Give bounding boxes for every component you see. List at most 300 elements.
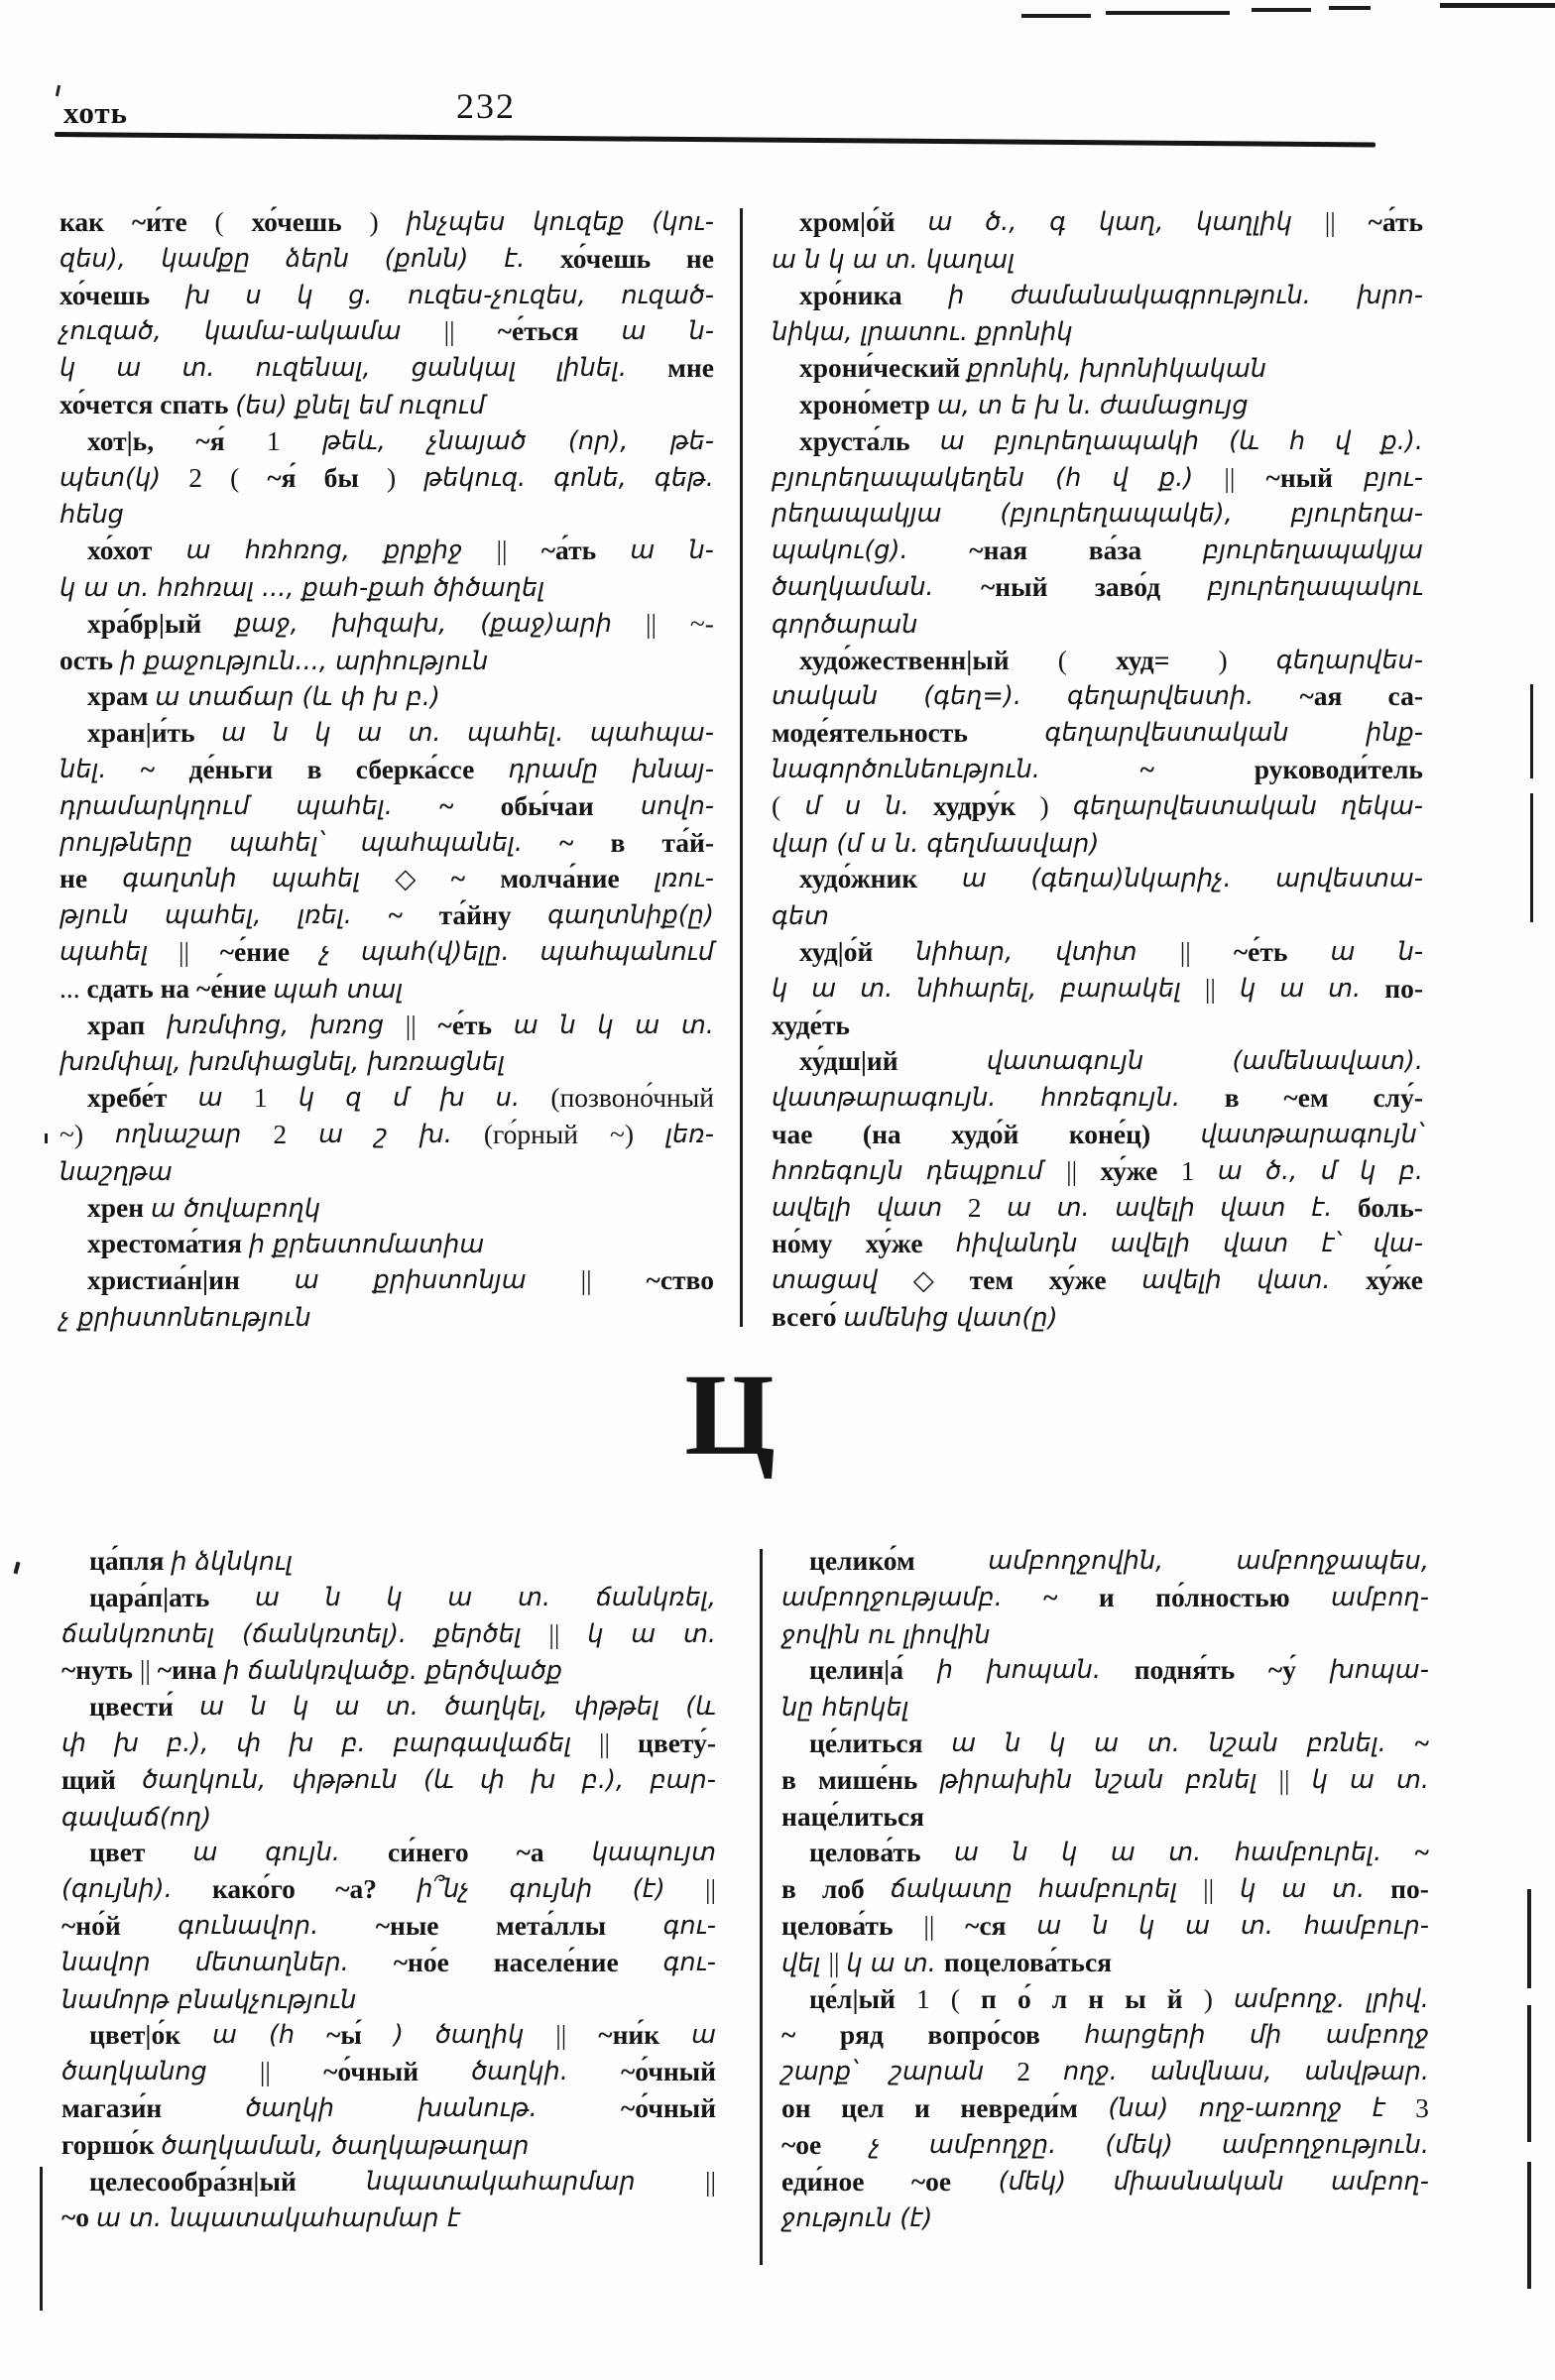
text-word: ~е́ние [219,935,291,967]
dictionary-line [61,1799,716,1836]
text-word: քրքիջ [384,536,463,566]
text-word: и [914,2091,930,2123]
dictionary-line [772,1008,1423,1044]
dictionary-line [772,387,1423,423]
text-word: թյուն [60,900,129,931]
text-word: ց. [348,280,373,310]
text-word: ծաղկանոց [61,2057,207,2087]
text-word: թիրախին [939,1764,1073,1795]
text-word: в [1224,1082,1240,1114]
text-word: ~ем [1283,1082,1329,1114]
text-word: ~ [388,899,403,931]
text-word: (го́рный [483,1118,578,1149]
text-word: ա [197,1083,223,1114]
text-word: թեկուզ. [423,462,527,493]
text-word: в [610,826,626,858]
text-word: վատ [1220,1192,1286,1223]
text-word: կապույտ [591,1838,716,1868]
text-word: ~ный [980,570,1048,602]
text-word: խռմփոց, [167,1010,290,1040]
text-word: ա [1279,973,1305,1004]
text-word: ի [936,1655,953,1686]
text-word: բյու- [1364,462,1423,493]
text-word: ( [230,461,240,493]
text-word: ~у́ [1267,1654,1296,1686]
text-word: 1 [915,1982,930,2014]
dictionary-line [772,1080,1423,1117]
text-word: գու- [662,1947,716,1977]
text-word: տ. [1056,1192,1090,1223]
text-word: (на [862,1118,901,1149]
text-word: նշան [1094,1764,1164,1795]
text-word: хро́ника [799,279,902,310]
text-word: || [1203,1873,1215,1905]
text-word: худо́жественн|ый [799,644,1010,675]
text-word: (է) [632,1874,665,1905]
text-word: ) [1039,789,1049,821]
text-word: ва́за [1088,535,1142,566]
text-word: ա [939,425,965,456]
text-word: ա [1185,1910,1211,1941]
text-word: խ. [419,1119,452,1149]
text-segment: կ ա տ. [846,1948,944,1978]
dictionary-line [61,1762,716,1799]
text-word: ~) [60,1118,84,1149]
text-word: ա [631,1618,657,1649]
text-word: ~но́й [61,1909,121,1941]
text-word: || [496,535,508,566]
text-word: ) [1218,644,1228,675]
text-word: ~ое [781,2128,822,2160]
text-word: տացավ [772,1265,879,1296]
text-word: խնայ- [632,754,714,784]
dictionary-line [60,241,714,278]
text-word: չ [319,936,331,967]
text-word: վա- [1373,1229,1423,1259]
text-segment: քրոնիկ, խրոնիկական [967,354,1266,385]
text-word: պակու(ց). [772,536,908,566]
text-word: լռել. [298,900,352,931]
text-word: ~о́чный [323,2056,419,2087]
dictionary-line [61,2017,716,2054]
text-word: ~- [689,607,714,639]
text-word: (կու- [652,207,714,237]
text-word: како́го [211,1873,296,1905]
text-word: շարան [890,2057,985,2087]
text-word: կ [1360,1155,1376,1186]
text-word: խռոց [310,1010,385,1040]
text-word: տ. [385,1692,419,1723]
text-segment: վար (մ ս ն. գեղմասվար) [772,828,1100,859]
text-word: ~ы́ [326,2019,362,2051]
dictionary-line [60,1117,714,1153]
text-word: ~ся [965,1909,1007,1941]
text-word: (և [1229,425,1259,456]
text-word: պահպանել. [360,827,523,858]
text-word: ա [116,353,142,384]
text-segment: (ես) քնել եմ ուզում [235,390,486,420]
text-word: хот|ь, [87,424,155,456]
text-segment: ի քրեստոմատիա [248,1230,485,1260]
dictionary-line [60,569,714,606]
text-word: կ [1240,1874,1256,1905]
text-segment: всего́ [772,1300,844,1332]
text-word: й [1166,1982,1183,2014]
text-word: բռնել [1185,1764,1257,1795]
text-segment: ա, տ ե խ ն. ժամացույց [936,390,1249,420]
dictionary-line [61,1835,716,1871]
text-word: ն [1005,1727,1021,1758]
text-word: ~е́ть [1233,935,1288,967]
dictionary-column-bottom-left [61,1543,716,2236]
text-word: գոնե, [553,462,627,493]
text-segment: ца́пля [89,1545,172,1576]
text-word: ղեկա- [1341,790,1423,821]
header-rule [55,132,1376,147]
text-word: լրիվ. [1366,1983,1429,2014]
text-word: խ [113,1727,139,1758]
text-word: կ [386,1582,403,1612]
text-word: ողջ-առողջ [1198,2092,1343,2123]
dictionary-line [772,533,1423,569]
text-word: լեռ- [664,1119,714,1149]
text-word: ամբողջովին, [988,1546,1164,1576]
text-word: ~а́ть [540,535,597,566]
text-word: գեթ. [654,462,714,493]
text-word: щий [61,1763,116,1795]
text-word: ա [1217,1155,1243,1186]
dictionary-line [61,1981,716,2018]
text-word: худо́й [951,1118,1019,1149]
dictionary-line [60,350,714,387]
text-segment: ծաղկաման, ծաղկաթաղար [161,2130,530,2161]
text-word: ~ая [1299,680,1343,712]
text-word: худ= [1116,644,1170,675]
text-word: цара́п|ать [89,1581,210,1612]
text-word: համբուրել. [1234,1838,1382,1868]
text-word: хруста́ль [799,424,910,456]
text-word: քաջ, [235,608,299,639]
text-word: (позвоно́чный [550,1082,714,1114]
text-segment: хо́чется спать [60,388,236,419]
dictionary-line [60,204,714,241]
text-segment: ~ина [157,1654,224,1686]
dictionary-line [781,1652,1429,1689]
dictionary-line [60,278,714,314]
text-word: в [781,1873,796,1905]
text-word: կ [772,973,788,1004]
text-word: ճակատը [890,1874,1013,1905]
text-word: ряд [839,2019,884,2051]
text-word: անվթար. [1304,2057,1429,2087]
dictionary-line [772,460,1423,497]
text-word: պահպա- [589,718,714,749]
text-word: хо́чешь [60,279,151,310]
text-word: ա [1281,1874,1307,1905]
dictionary-line [781,2090,1429,2127]
text-word: ◇ [912,1264,934,1296]
text-word: хра́бр|ый [87,607,202,639]
text-word: կ [587,1618,604,1649]
text-word: ~) [609,1118,635,1149]
text-word: տ. [682,1618,716,1649]
dictionary-line [60,1226,714,1262]
text-word: կ [298,1083,315,1114]
text-word: վ [1112,462,1129,493]
text-word: целико́м [809,1545,915,1576]
text-word: վատթարագույն՝ [1200,1119,1423,1149]
text-word: ամբողջություն. [1221,2129,1429,2160]
text-word: ա [294,1265,319,1296]
text-word: чае [772,1118,813,1149]
dictionary-line [781,1908,1429,1945]
text-word: це́литься [809,1726,923,1758]
dictionary-line [781,1762,1429,1799]
dictionary-line [772,569,1423,606]
text-word: ա [1330,936,1356,967]
text-word: || [405,1009,417,1040]
text-word: ք.) [1158,462,1194,493]
text-word: տ. [1395,1764,1429,1795]
text-segment: հենց [60,500,124,531]
text-word: փ [61,1727,86,1758]
dictionary-line [781,1616,1429,1653]
text-segment: խռմփալ, խռմփացնել, խռռացնել [60,1047,505,1078]
dictionary-line [781,2127,1429,2164]
dictionary-line [772,1153,1423,1190]
text-segment: ամենից վատ(ը) [843,1302,1058,1333]
scan-artifact-edge [1527,1889,1531,1988]
text-word: ա [357,718,382,749]
text-word: շ [374,1119,388,1149]
dictionary-line [61,1580,716,1616]
section-letter-heading: Ц [684,1350,776,1480]
text-word: ~но́е [393,1946,449,1977]
text-word: նիհար, [915,936,1014,967]
dictionary-line [772,606,1423,643]
text-word: կ [1061,1838,1078,1868]
text-word: магази́н [61,2091,163,2123]
text-word: ծաղկի [245,2092,334,2123]
text-word: կաղլիկ [1196,207,1292,237]
dictionary-line [772,1190,1423,1227]
text-word: նել. [60,754,107,784]
text-word: || [1204,972,1216,1004]
text-word: ողջ. [1062,2057,1118,2087]
text-word: но́му [772,1228,833,1259]
text-word: է՝ [1321,1229,1341,1259]
text-word: ամբողջը. [928,2129,1057,2160]
dictionary-line [772,313,1423,350]
text-word: ~ое [910,2165,952,2197]
text-word: տական [772,681,879,712]
text-word: || [178,935,189,967]
text-word: ավելի [1141,1265,1222,1296]
text-word: գույն. [265,1838,340,1868]
text-word: подня́ть [1134,1654,1236,1686]
text-word: ~ство [646,1264,714,1296]
text-segment: наце́литься [781,1800,925,1832]
text-word: մ [392,1083,410,1114]
text-word: տ. [1332,1874,1366,1905]
text-word: պետ(կ) [60,462,162,493]
dictionary-line [772,752,1423,788]
text-word: 1 [253,1082,268,1114]
text-segment: պահ տալ [273,974,404,1005]
text-word: փ [236,1727,262,1758]
text-word: ~ная [969,535,1028,566]
text-word: մի [1249,2020,1282,2051]
text-word: целесообра́зн|ый [89,2165,297,2197]
dictionary-line [60,1153,714,1190]
text-word: сберка́ссе [355,753,475,784]
text-word: պահել՝ [229,827,324,858]
text-word: ~о́чный [620,2056,716,2087]
text-word: цвет [89,1837,146,1868]
dictionary-line [61,1689,716,1726]
text-word: պահ(վ)ելը. [361,936,510,967]
text-word: (մեկ) [998,2166,1067,2197]
text-word: ա [961,864,987,894]
text-segment: գավաճ(ող) [61,1802,212,1833]
text-word: си́него [387,1837,469,1868]
text-word: (գեղ=). [923,681,1021,712]
text-word: կ [314,718,331,749]
scan-artifact-dash [1329,6,1371,10]
text-word: ինչպես [406,207,506,237]
text-word: л [1051,1982,1068,2014]
dictionary-line [60,533,714,569]
text-word: он [781,2091,811,2123]
text-word: ծաղիկ [434,2020,525,2051]
text-segment: ա ն կ ա տ. կաղալ [772,244,1016,275]
text-word: ն [272,718,289,749]
scan-artifact-dash [1106,11,1230,15]
scan-artifact-dash [1021,14,1091,18]
dictionary-line [60,313,714,350]
dictionary-line [781,1871,1429,1908]
text-segment: նը հերկել [781,1693,909,1724]
text-word: || [1224,461,1236,493]
text-segment: ~о [61,2202,96,2233]
text-word: նագործունեություն. [772,754,1040,784]
text-word: заво́д [1094,570,1161,602]
text-word: է. [504,243,526,274]
text-word: 1 [1180,1154,1195,1186]
text-word: по- [1390,1873,1429,1905]
dictionary-line [781,1835,1429,1871]
text-word: վատ [877,1192,943,1223]
text-word: хром|о́й [799,206,896,237]
text-word: թեև, [321,425,386,456]
dictionary-line [60,715,714,752]
text-word: ք.). [1380,425,1423,456]
text-word: բ.), [166,1727,209,1758]
dictionary-line [781,1981,1429,2018]
text-segment: ~нуть [61,1654,140,1686]
text-word: պահել [271,864,360,894]
scan-artifact-edge [1527,2162,1531,2289]
text-word: ն. [885,790,909,821]
text-word: տ. [680,1010,714,1040]
text-word: բյուրեղա- [1290,499,1423,530]
text-word: պահել. [296,790,393,821]
dictionary-line [60,1190,714,1227]
dictionary-line [61,1945,716,1981]
text-word: գեղարվեստի. [1067,681,1255,712]
text-word: ավելի [1110,1229,1191,1259]
text-word: о́ [1017,1982,1031,2014]
text-word: п [981,1982,997,2014]
text-word: ◇ [395,863,417,894]
text-word: բյուրեղապակեղեն [772,462,1024,493]
text-word: ամբողջապես, [1236,1546,1429,1576]
text-word: խոպան. [986,1655,1101,1686]
text-word: (նա) [1108,2092,1169,2123]
scan-artifact-dash [1252,8,1311,12]
text-segment: նաշղթա [60,1156,173,1187]
text-word: նիհարել, [916,973,1037,1004]
text-word: обы́чаи [500,789,594,821]
dictionary-line [781,2200,1429,2236]
text-word: ժամանակագրություն. [1010,280,1311,310]
text-segment: поцелова́ться [943,1946,1113,1977]
text-word: мише́нь [817,1763,918,1795]
text-word: գ [1049,207,1067,237]
text-word: դրամարկղում [60,790,250,821]
text-word: ա [254,1582,280,1612]
text-word: կուզեք [533,207,625,237]
text-word: ա [630,536,656,566]
text-word: || [548,1617,560,1649]
text-word: ~ [1414,1726,1429,1758]
dictionary-line [60,971,714,1008]
text-word: н [1088,1982,1105,2014]
text-segment: хрони́ческий [799,352,968,384]
text-word: կ [60,353,76,384]
text-word: ) [386,461,397,493]
dictionary-line [61,1543,716,1580]
text-word: ծ., [1265,1155,1298,1186]
dictionary-line [60,1262,714,1299]
text-word: ն [250,1692,267,1723]
text-word: համբուր- [1303,1910,1429,1941]
text-word: худо́жник [799,863,918,894]
dictionary-line [781,2054,1429,2090]
text-word: ճանկռել, [595,1582,716,1612]
dictionary-line [61,2164,716,2201]
text-word: գաղտնի [122,864,237,894]
text-word: վատ. [1256,1265,1331,1296]
text-word: ն [559,1010,576,1040]
text-word: ա [691,2020,716,2051]
column-divider-top [740,208,743,1327]
dictionary-line [781,1543,1429,1580]
text-word: ~ [140,753,156,784]
text-word: վ [1335,425,1352,456]
dictionary-line [61,2054,716,2090]
text-word: ~ [439,789,454,821]
text-word: ն [1012,1838,1028,1868]
text-word: руководи́тель [1254,753,1423,784]
text-word: քերծել [433,1618,522,1649]
text-word: ху́же [865,1228,923,1259]
text-word: ա [811,973,837,1004]
dictionary-line [781,2017,1429,2054]
text-word: та́й- [661,826,714,858]
text-word: բ. [1398,1155,1423,1186]
text-word: ն- [688,316,714,347]
